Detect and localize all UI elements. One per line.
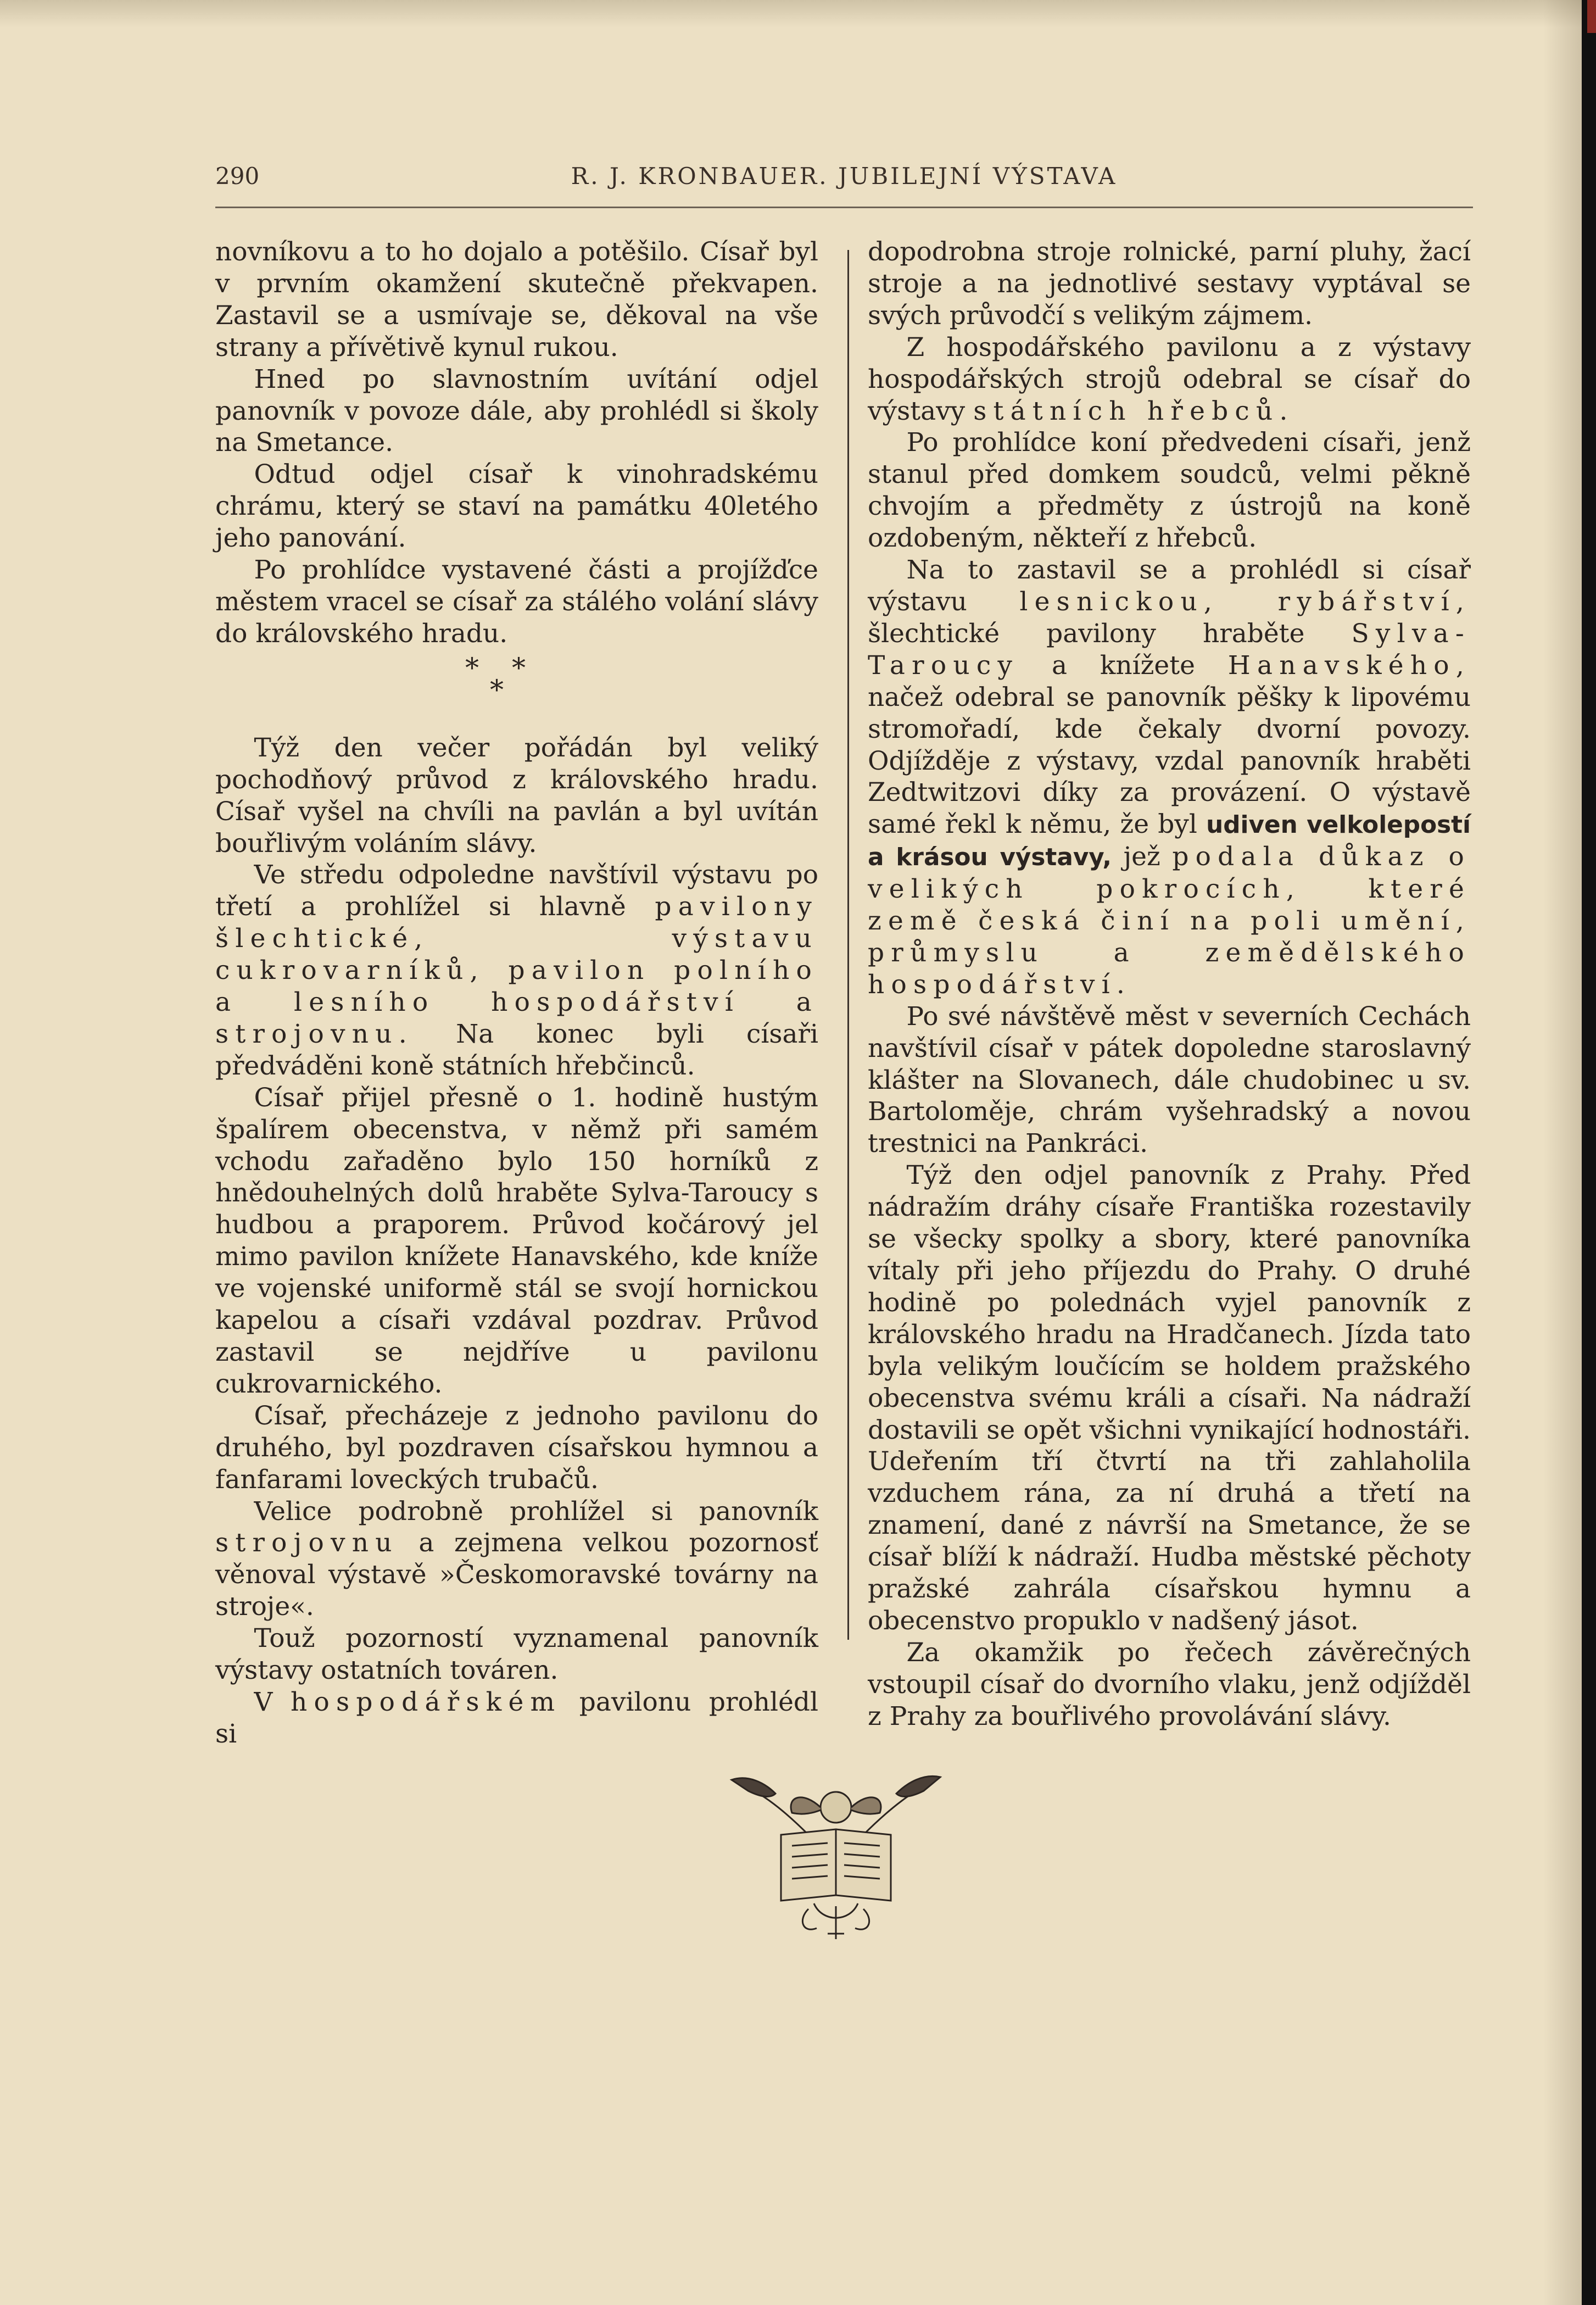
ribbon-ornament xyxy=(814,1903,858,1939)
spaced-text-run: pavilony šlechtické, výstavu cukrovarníků, pavilon polního a lesního hospodářství a strojovnu. xyxy=(215,892,818,1049)
right-paragraph-6: Týž den odjel panovník z Prahy. Před nádražím dráhy císaře Františka rozestavily se všecky spolky a sbory, které panovníka vítaly při jeho příjezdu do Prahy. O druhé hodině po polednách vyjel panovník z královského hradu na Hradčanech. Jízda tato byla velikým loučícím se holdem pražského obecenstva svému králi a císaři. Na nádraží dostavili se opět všichni vynikající hodnostáři. Udeřením tří čtvrtí na tři zahlaholila vzduchem rána, za ní druhá a třetí na znamení, dané z návrší na Smetance, že se císař blíží k nádraží. Hudba městské pěchoty pražské zahrála císařskou hymnu a obecenstvo propuklo v nadšený jásot. xyxy=(868,1160,1471,1636)
left-paragraph-3: Odtud odjel císař k vinohradskému chrámu, který se staví na památku 40letého jeho panování. xyxy=(215,459,818,554)
spaced-text-run: strojovnu xyxy=(215,1528,399,1558)
left-paragraph-11 xyxy=(215,1686,818,1750)
text-run: Z hospodářského pavilonu a z výstavy hospodářských strojů odebral se císař do výstavy xyxy=(868,332,1471,426)
right-paragraph-2 xyxy=(868,332,1471,427)
spaced-text-run: státních hřebců. xyxy=(973,396,1294,426)
text-run: pavilonu prohlédl si xyxy=(215,1686,818,1749)
spaced-text-run: podala důkaz o velikých pokrocích, které země česká činí na poli umění, průmyslu a zemědělského hospodářství. xyxy=(868,842,1471,1000)
left-paragraph-9 xyxy=(215,1496,818,1623)
right-paragraph-4 xyxy=(868,554,1471,1001)
text-run: a zejmena velkou pozornosť věnoval výstavě »Českomoravské továrny na stroje«. xyxy=(215,1528,818,1622)
text-run: Ve středu odpoledne navštívil výstavu po třetí a prohlížel si hlavně xyxy=(215,860,818,922)
text-run: Velice podrobně prohlížel si panovník xyxy=(254,1496,818,1527)
cherub-head xyxy=(821,1792,851,1823)
right-paragraph-7: Za okamžik po řečech závěrečných vstoupil císař do dvorního vlaku, jenž odjížděl z Prahy za bouřlivého provolávání slávy. xyxy=(868,1637,1471,1731)
spaced-text-run: Hanavského, xyxy=(1227,650,1471,681)
asterisk: * xyxy=(465,652,479,684)
left-paragraph-8: Císař, přecházeje z jednoho pavilonu do druhého, byl pozdraven císařskou hymnou a fanfarami loveckých trubačů. xyxy=(215,1400,818,1495)
left-paragraph-1: novníkovu a to ho dojalo a potěšilo. Císař byl v prvním okamžení skutečně překvapen. Zastavil se a usmívaje se, děkoval na vše strany a přívětivě kynul rukou. xyxy=(215,237,818,363)
left-paragraph-5: Týž den večer pořádán byl veliký pochodňový průvod z královského hradu. Císař vyšel na chvíli na pavlán a byl uvítán bouřlivým voláním slávy. xyxy=(215,732,818,859)
section-break-asterisks xyxy=(215,650,818,732)
left-paragraph-4: Po prohlídce vystavené části a projížďce městem vracel se císař za stálého volání slávy do královského hradu. xyxy=(215,555,818,649)
book-vignette-ornament xyxy=(726,1769,946,1945)
spaced-text-run: Sylva-Taroucy xyxy=(868,618,1471,681)
column-divider xyxy=(847,250,849,1640)
page-top-edge xyxy=(0,0,1582,27)
asterisk: * xyxy=(490,673,504,706)
right-paragraph-5: Po své návštěvě měst v severních Cechách navštívil císař v pátek dopoledne staroslavný klášter na Slovanech, dále chudobinec u sv. Bartoloměje, chrám vyšehradský a novou trestnici na Pankráci. xyxy=(868,1001,1471,1159)
bookmark-ribbon xyxy=(1587,0,1596,33)
bold-text-run: udiven velkolepostí a krásou výstavy, xyxy=(868,811,1471,872)
left-paragraph-7: Císař přijel přesně o 1. hodině hustým špalírem obecenstva, v němž při samém vchodu zařaděno bylo 150 horníků z hnědouhelných dolů hraběte Sylva-Taroucy s hudbou a praporem. Průvod kočárový jel mimo pavilon knížete Hanavského, kde kníže ve vojenské uniformě stál se svojí hornickou kapelou a císaři vzdával pozdrav. Průvod zastavil se nejdříve u pavilonu cukrovarnického. xyxy=(215,1082,818,1399)
right-paragraph-3: Po prohlídce koní předvedeni císaři, jenž stanul před domkem soudců, velmi pěkně chvojím a předměty z ústrojů na koně ozdobeným, někteří z hřebců. xyxy=(868,427,1471,554)
page-header xyxy=(215,163,1473,208)
scanner-background-edge xyxy=(1582,0,1596,2305)
text-run: V xyxy=(254,1686,291,1717)
left-paragraph-6 xyxy=(215,859,818,1082)
left-column xyxy=(215,236,818,1750)
text-run: jež xyxy=(1112,842,1173,872)
text-run: Na konec byli císaři předváděni koně státních hřebčinců. xyxy=(215,1018,818,1081)
spaced-text-run: hospodářském xyxy=(291,1686,562,1717)
right-paragraph-1: dopodrobna stroje rolnické, parní pluhy, žací stroje a na jednotlivé sestavy vyptával se svých průvodčí s velikým zájmem. xyxy=(868,237,1471,331)
text-run: načež odebral se panovník pěšky k lipovému stromořadí, kde čekaly dvorní povozy. Odjížděje z výstavy, vzdal panovník hraběti Zedtwitzovi díky za provázení. O výstavě samé řekl k němu, že byl xyxy=(868,682,1471,840)
text-run: Na to zastavil se a prohlédl si císař výstavu xyxy=(868,555,1471,617)
left-paragraph-10: Touž pozorností vyznamenal panovník výstavy ostatních továren. xyxy=(215,1623,818,1686)
page-number: 290 xyxy=(215,163,260,190)
page-gutter-shadow xyxy=(1543,0,1582,2305)
left-paragraph-2: Hned po slavnostním uvítání odjel panovník v povoze dále, aby prohlédl si školy na Smetance. xyxy=(215,364,818,458)
spaced-text-run: lesnickou, rybářství, xyxy=(1019,586,1471,617)
running-title: R. J. KRONBAUER. JUBILEJNÍ VÝSTAVA xyxy=(571,163,1118,190)
right-column xyxy=(868,236,1471,1733)
asterisk: * xyxy=(512,652,526,684)
text-run: šlechtické pavilony hraběte xyxy=(868,618,1352,649)
text-run: a knížete xyxy=(1019,650,1228,681)
